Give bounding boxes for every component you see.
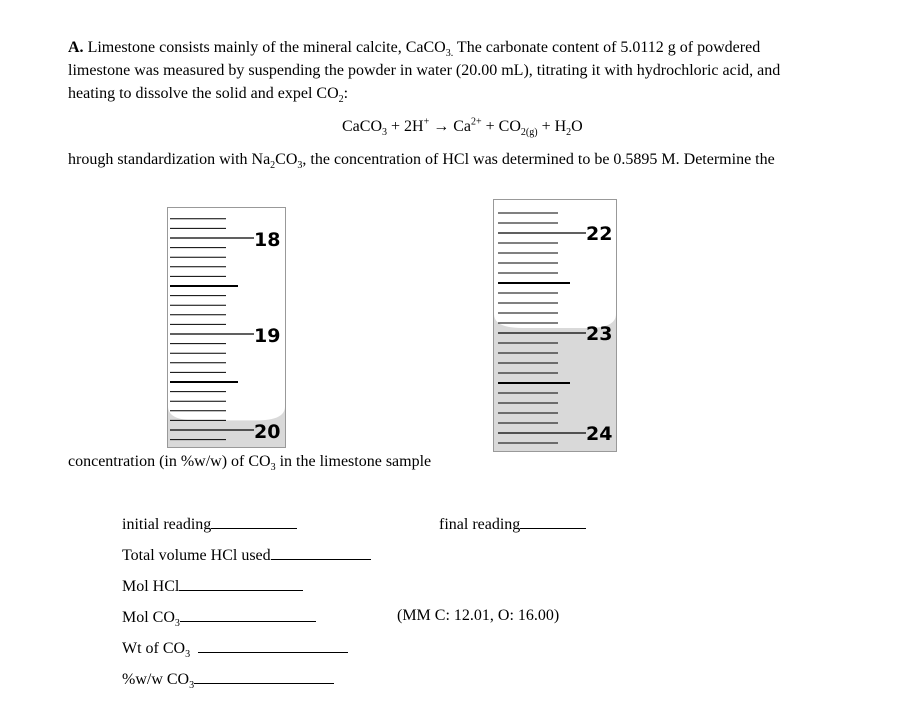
pct-co3-row: %w/w $CO_3$: [122, 669, 334, 689]
burette-initial-label-19: 19: [254, 325, 281, 347]
burette-initial-scale: [168, 208, 285, 447]
standardization-line: hrough standardization with $Na_2CO_3$, the concentration of HCl was determined to be 0.5895 M. Determine the: [68, 151, 775, 172]
concentration-line: concentration (in %w/w) of $CO_3$ in the limestone sample: [68, 453, 432, 474]
mol-co3-blank[interactable]: [180, 607, 316, 622]
burette-final-scale: [494, 200, 616, 451]
mol-hcl-blank[interactable]: [179, 576, 303, 591]
problem-intro-line-1: A. Limestone consists mainly of the mineral calcite, CaCO$_{3.}$ The carbonate content of 5.0112 g of powdered: [68, 39, 761, 60]
burette-initial-label-18: 18: [254, 229, 281, 251]
final-reading-row: final reading: [439, 514, 586, 534]
initial-reading-row: initial reading: [122, 514, 297, 534]
total-volume-blank[interactable]: [271, 545, 371, 560]
burette-final-label-23: 23: [586, 323, 613, 345]
burette-final: [493, 199, 617, 452]
final-reading-blank[interactable]: [520, 514, 586, 529]
initial-reading-blank[interactable]: [211, 514, 297, 529]
burette-initial: [167, 207, 286, 448]
burette-final-label-22: 22: [586, 223, 613, 245]
reaction-equation: CaCO$_3$ + $2H^+ \to Ca^{2+} + CO_{2(g)} + H_2O$: [342, 116, 583, 139]
problem-label: A.: [68, 39, 84, 56]
burette-initial-label-20: 20: [254, 421, 281, 443]
wt-co3-row: Wt of $CO_3$: [122, 638, 348, 658]
total-volume-row: Total volume HCl used: [122, 545, 371, 565]
burette-final-label-24: 24: [586, 423, 613, 445]
molar-mass-note: (MM C: 12.01, O: 16.00): [397, 607, 560, 624]
wt-co3-blank[interactable]: [198, 638, 348, 653]
pct-co3-blank[interactable]: [194, 669, 334, 684]
problem-intro-line-2: limestone was measured by suspending the powder in water (20.00 mL), titrating it with hydrochloric acid, and: [68, 62, 781, 79]
mol-hcl-row: Mol HCl: [122, 576, 303, 596]
mol-co3-row: Mol $CO_3$: [122, 607, 316, 627]
problem-intro-line-3: heating to dissolve the solid and expel $CO_2$:: [68, 85, 349, 106]
